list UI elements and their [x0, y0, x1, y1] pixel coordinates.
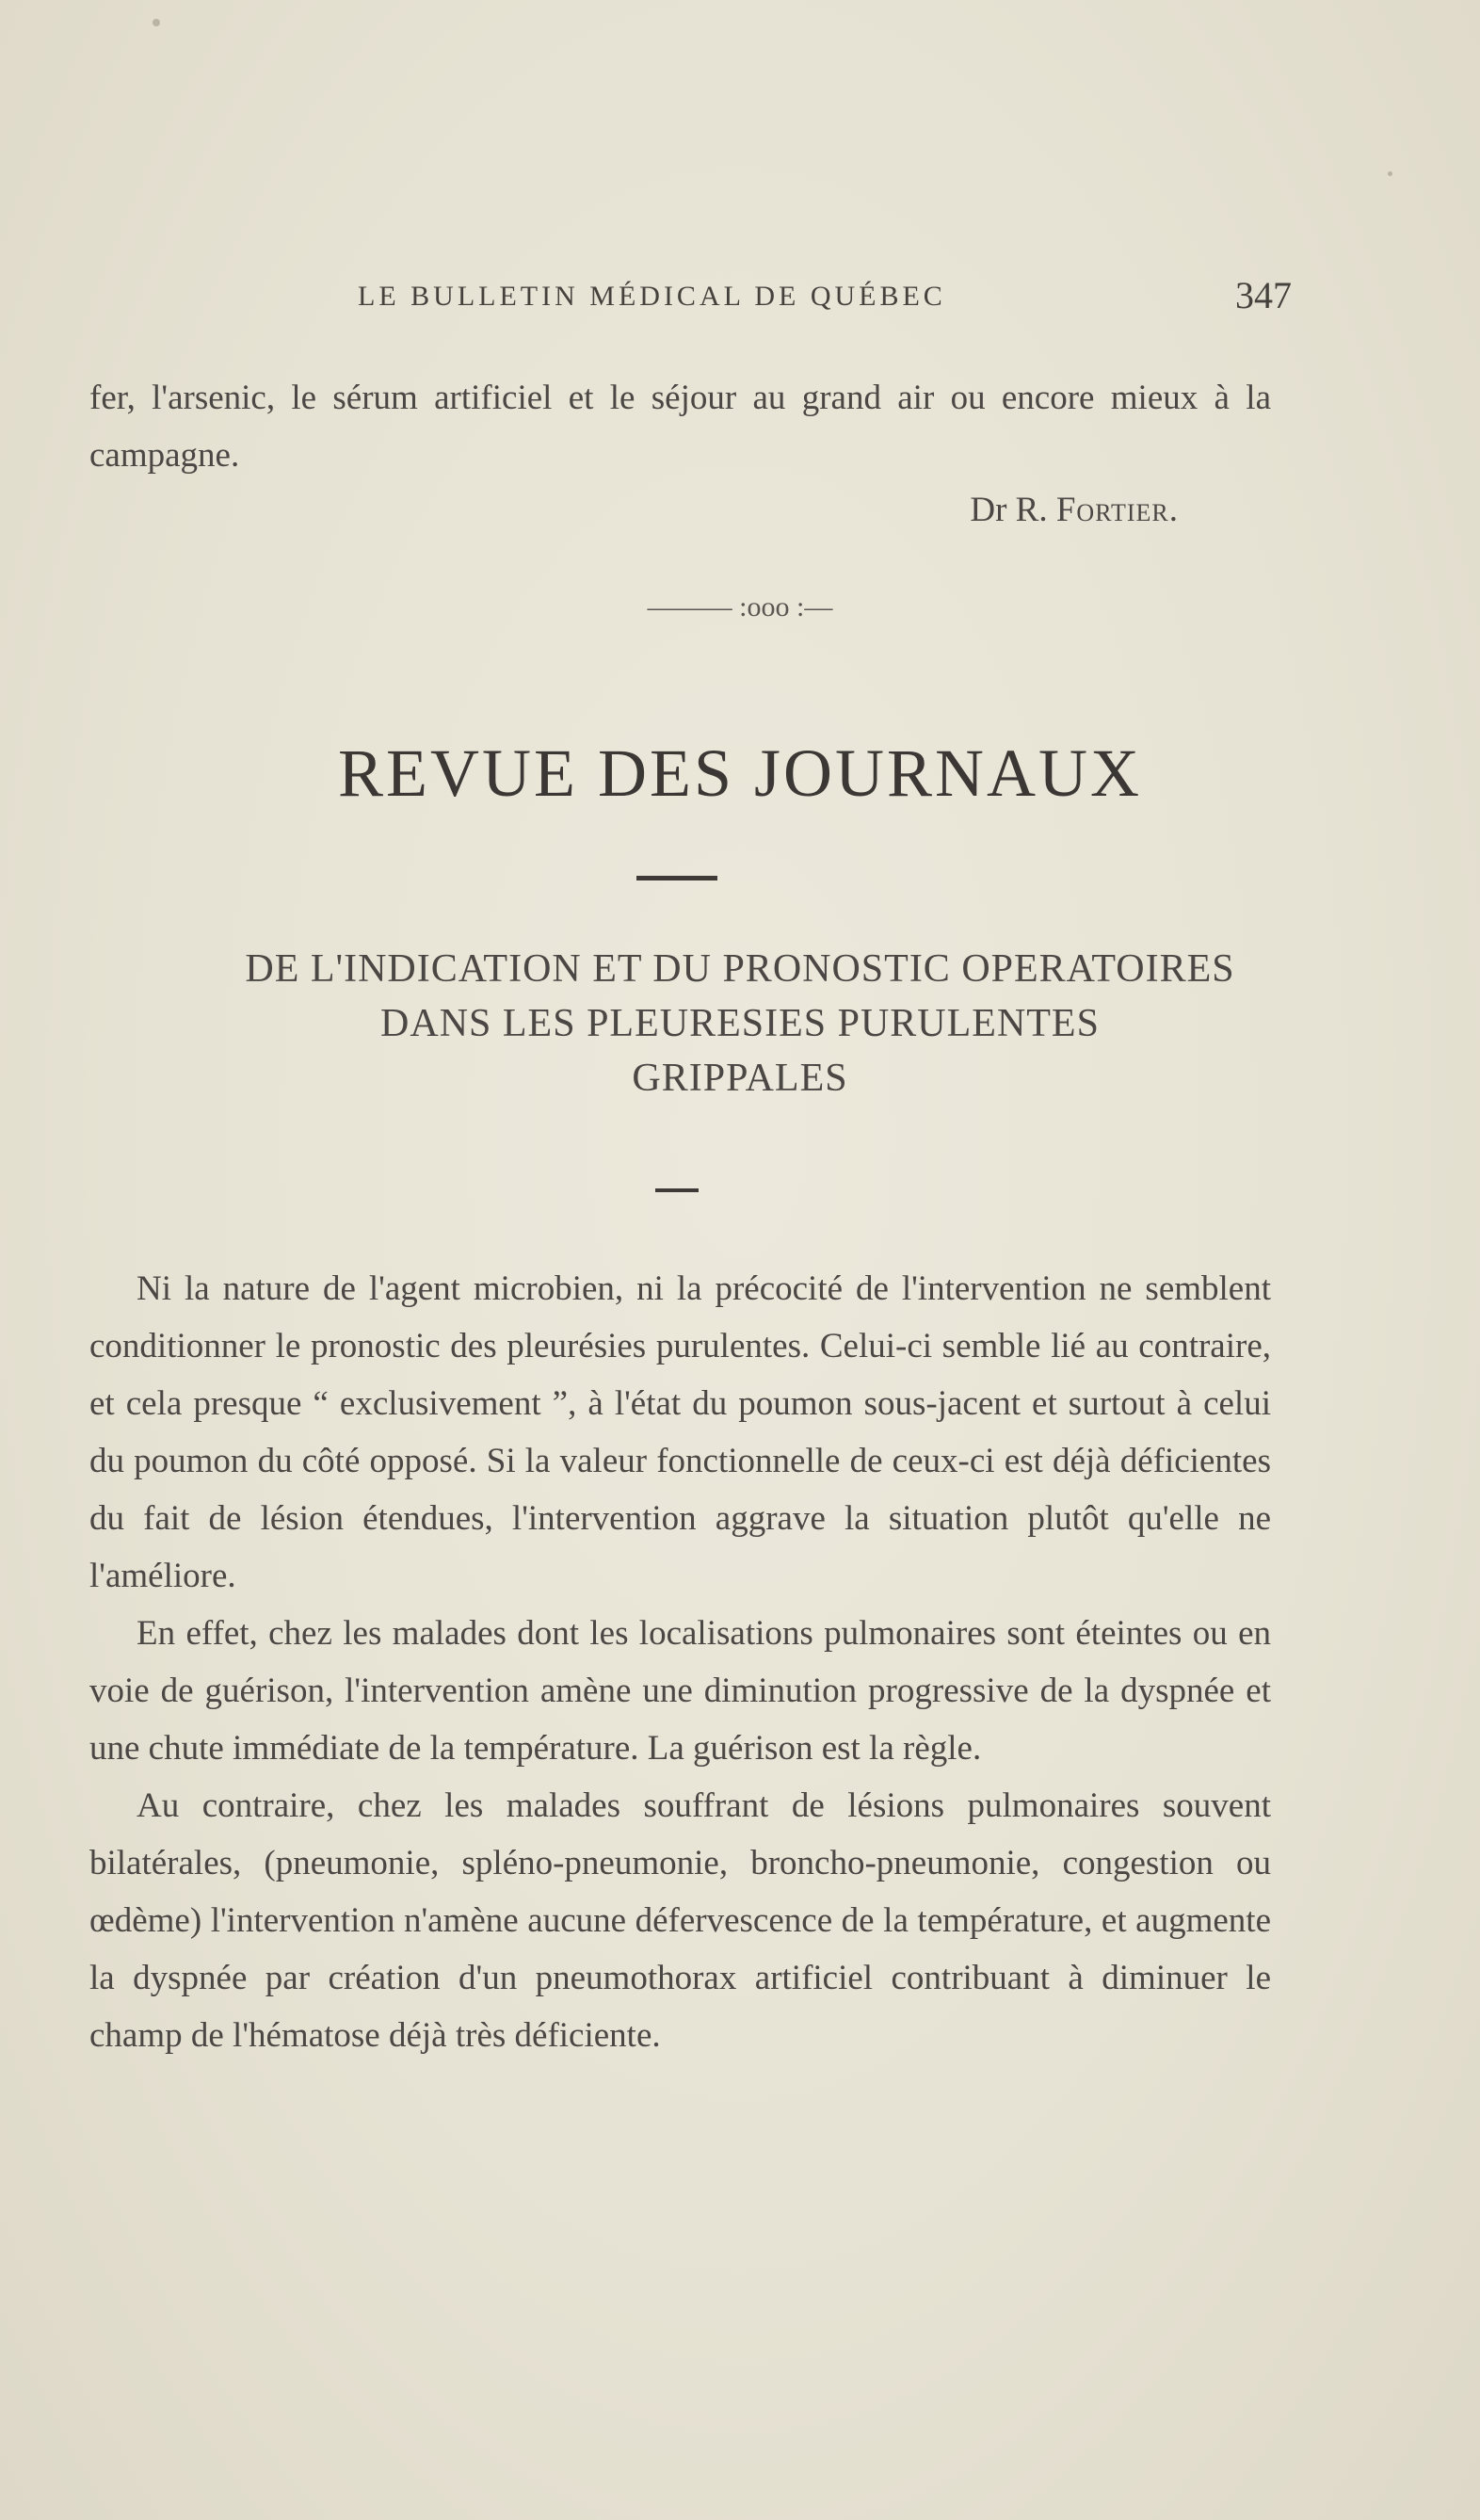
continued-paragraph [89, 369, 1271, 484]
article-title-line: DANS LES PLEURESIES PURULENTES [380, 1002, 1100, 1045]
body-paragraph: Au contraire, chez les malades souffrant de lésions pulmonaires souvent bilatérales, (pneumonie, spléno-pneumonie, broncho-pneumonie, congestion ou œdème) l'intervention n'amène aucune défervescence de la température, et augmente la dyspnée par création d'un pneumothorax artificiel contribuant à diminuer le champ de l'hématose déjà très déficiente. [89, 1786, 1271, 2055]
paragraph-text: fer, l'arsenic, le sérum artificiel et le séjour au grand air ou encore mieux à la campagne. [89, 379, 1271, 475]
page-number: 347 [1235, 274, 1292, 316]
article-body [89, 1260, 1271, 2064]
signature-name: Fortier. [1055, 491, 1179, 529]
body-paragraph: Ni la nature de l'agent microbien, ni la précocité de l'intervention ne semblent conditionner le pronostic des pleurésies purulentes. Celui-ci semble lié au contraire, et cela presque “ exclusivement ”, à l'état du poumon sous-jacent et surtout à celui du poumon du côté opposé. Si la valeur fonctionnelle de ceux-ci est déjà déficientes du fait de lésion étendues, l'intervention aggrave la situation plutôt qu'elle ne l'améliore. [89, 1269, 1271, 1595]
journal-running-title: LE BULLETIN MÉDICAL DE QUÉBEC [358, 281, 946, 312]
signature-prefix: Dr R. [970, 491, 1056, 529]
paper-speck [153, 19, 160, 26]
body-paragraph: En effet, chez les malades dont les localisations pulmonaires sont éteintes ou en voie de guérison, l'intervention amène une diminution progressive de la dyspnée et une chute immédiate de la température. La guérison est la règle. [89, 1614, 1271, 1768]
article-rule [655, 1188, 699, 1192]
article-title [75, 942, 1405, 1106]
section-title: REVUE DES JOURNAUX [337, 735, 1142, 811]
article-title-line: GRIPPALES [632, 1057, 848, 1100]
article-title-line: DE L'INDICATION ET DU PRONOSTIC OPERATOIRES [245, 947, 1235, 991]
running-header [94, 273, 1292, 320]
paper-speck [1388, 171, 1392, 176]
title-rule [636, 876, 717, 880]
section-separator: ——— :ooo :— [647, 591, 833, 622]
author-signature [970, 490, 1179, 530]
